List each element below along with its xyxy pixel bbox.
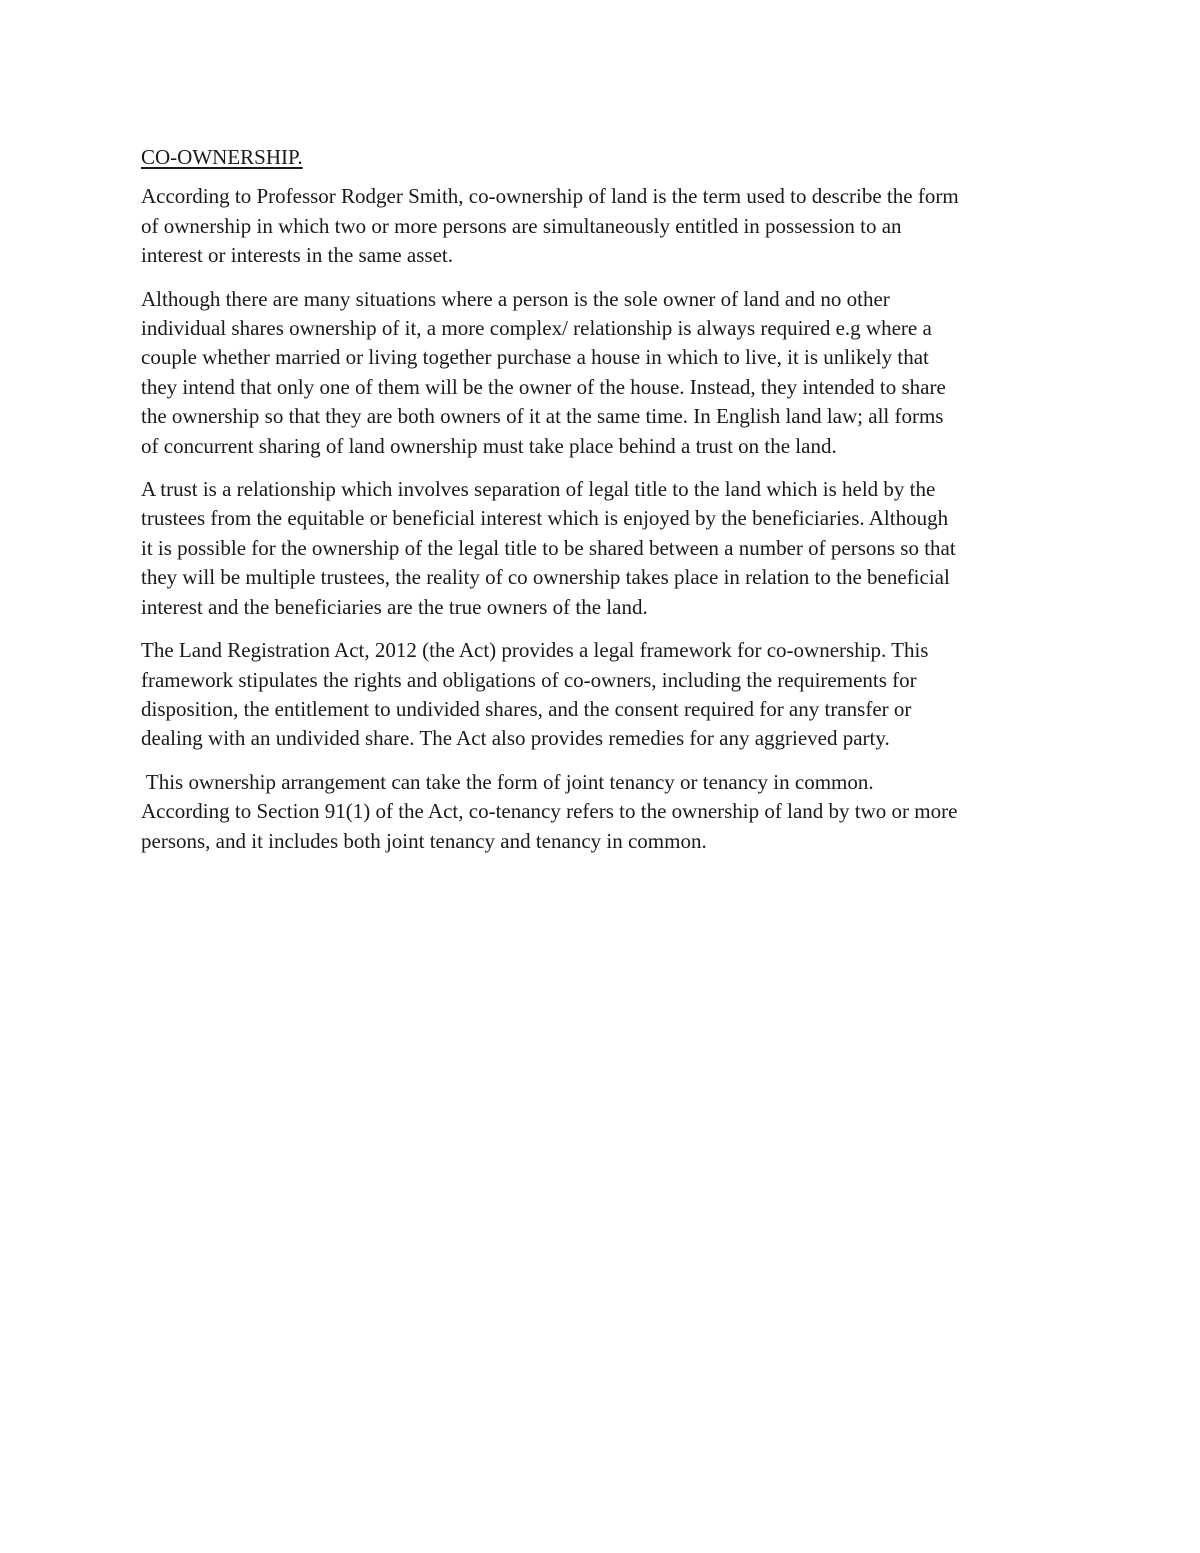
document-heading: CO-OWNERSHIP. — [141, 145, 303, 169]
document-body — [141, 143, 1071, 870]
text-line: disposition, the entitlement to undivided shares, and the consent required for any transfer or — [141, 696, 912, 721]
text-line: dealing with an undivided share. The Act also provides remedies for any aggrieved party. — [141, 726, 890, 751]
text-line: persons, and it includes both joint tenancy and tenancy in common. — [141, 828, 707, 853]
text-line: they intend that only one of them will be the owner of the house. Instead, they intended to share — [141, 374, 946, 399]
paragraph-5 — [141, 768, 1071, 856]
paragraph-4 — [141, 636, 1071, 754]
text-line: According to Section 91(1) of the Act, co-tenancy refers to the ownership of land by two or more — [141, 799, 958, 824]
text-line: they will be multiple trustees, the reality of co ownership takes place in relation to the beneficial — [141, 565, 950, 590]
text-line: This ownership arrangement can take the form of joint tenancy or tenancy in common. — [141, 769, 874, 794]
text-line: Although there are many situations where a person is the sole owner of land and no other — [141, 286, 890, 311]
text-line: The Land Registration Act, 2012 (the Act) provides a legal framework for co-ownership. This — [141, 638, 929, 663]
text-line: of concurrent sharing of land ownership must take place behind a trust on the land. — [141, 433, 837, 458]
text-line: individual shares ownership of it, a more complex/ relationship is always required e.g where a — [141, 316, 932, 341]
text-line: According to Professor Rodger Smith, co-ownership of land is the term used to describe the form — [141, 184, 959, 209]
text-line: the ownership so that they are both owners of it at the same time. In English land law; all forms — [141, 404, 944, 429]
text-line: framework stipulates the rights and obligations of co-owners, including the requirements for — [141, 667, 917, 692]
paragraph-2 — [141, 285, 1071, 461]
paragraph-3 — [141, 475, 1071, 622]
text-line: it is possible for the ownership of the legal title to be shared between a number of persons so that — [141, 535, 956, 560]
text-line: interest or interests in the same asset. — [141, 243, 453, 268]
text-line: couple whether married or living together purchase a house in which to live, it is unlikely that — [141, 345, 929, 370]
text-line: A trust is a relationship which involves separation of legal title to the land which is held by the — [141, 477, 936, 502]
text-line: trustees from the equitable or beneficial interest which is enjoyed by the beneficiaries. Although — [141, 506, 949, 531]
paragraph-1 — [141, 182, 1071, 270]
text-line: interest and the beneficiaries are the true owners of the land. — [141, 594, 648, 619]
text-line: of ownership in which two or more persons are simultaneously entitled in possession to an — [141, 213, 902, 238]
